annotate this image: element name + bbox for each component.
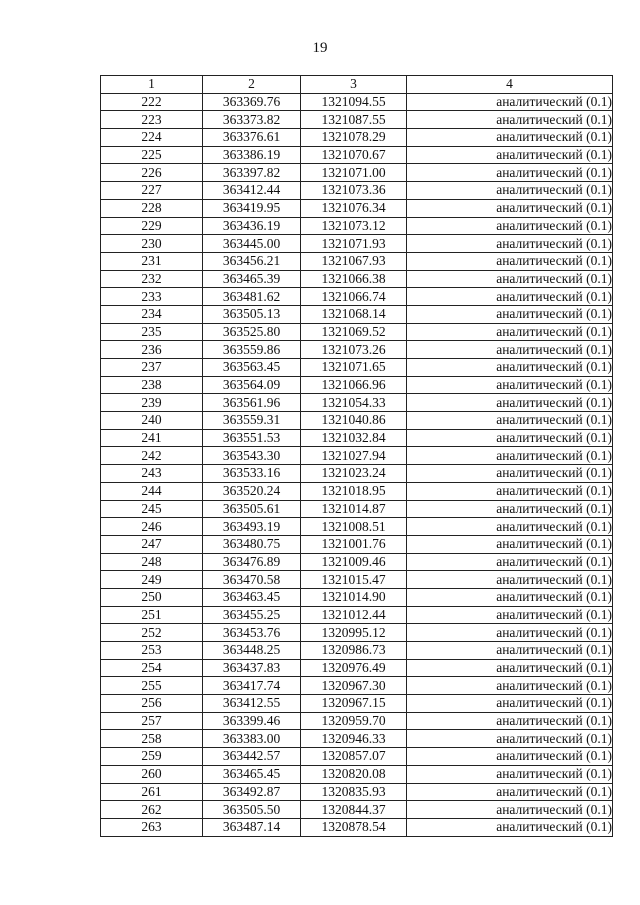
- table-row: [101, 111, 613, 129]
- table-row: [101, 323, 613, 341]
- table-row: [101, 394, 613, 412]
- x-coordinate-cell: 363376.61: [203, 129, 301, 147]
- y-coordinate-cell: 1321073.36: [301, 182, 407, 200]
- table-row: [101, 695, 613, 713]
- y-coordinate-cell: 1321009.46: [301, 553, 407, 571]
- method-cell: аналитический (0.1): [407, 588, 613, 606]
- y-coordinate-cell: 1321071.65: [301, 359, 407, 377]
- point-number-cell: 250: [101, 588, 203, 606]
- y-coordinate-cell: 1321067.93: [301, 252, 407, 270]
- point-number-cell: 233: [101, 288, 203, 306]
- x-coordinate-cell: 363437.83: [203, 659, 301, 677]
- table-row: [101, 93, 613, 111]
- point-number-cell: 257: [101, 712, 203, 730]
- y-coordinate-cell: 1321068.14: [301, 305, 407, 323]
- method-cell: аналитический (0.1): [407, 818, 613, 836]
- y-coordinate-cell: 1320878.54: [301, 818, 407, 836]
- method-cell: аналитический (0.1): [407, 606, 613, 624]
- table-row: [101, 801, 613, 819]
- point-number-cell: 245: [101, 500, 203, 518]
- table-row: [101, 500, 613, 518]
- x-coordinate-cell: 363470.58: [203, 571, 301, 589]
- method-cell: аналитический (0.1): [407, 642, 613, 660]
- x-coordinate-cell: 363436.19: [203, 217, 301, 235]
- point-number-cell: 259: [101, 748, 203, 766]
- method-cell: аналитический (0.1): [407, 129, 613, 147]
- table-row: [101, 571, 613, 589]
- method-cell: аналитический (0.1): [407, 412, 613, 430]
- y-coordinate-cell: 1320986.73: [301, 642, 407, 660]
- point-number-cell: 223: [101, 111, 203, 129]
- point-number-cell: 244: [101, 482, 203, 500]
- point-number-cell: 236: [101, 341, 203, 359]
- point-number-cell: 229: [101, 217, 203, 235]
- point-number-cell: 243: [101, 465, 203, 483]
- table-row: [101, 129, 613, 147]
- x-coordinate-cell: 363412.55: [203, 695, 301, 713]
- x-coordinate-cell: 363453.76: [203, 624, 301, 642]
- method-cell: аналитический (0.1): [407, 146, 613, 164]
- y-coordinate-cell: 1321071.00: [301, 164, 407, 182]
- method-cell: аналитический (0.1): [407, 535, 613, 553]
- point-number-cell: 234: [101, 305, 203, 323]
- method-cell: аналитический (0.1): [407, 500, 613, 518]
- point-number-cell: 261: [101, 783, 203, 801]
- column-header-y: 3: [301, 76, 407, 94]
- method-cell: аналитический (0.1): [407, 730, 613, 748]
- x-coordinate-cell: 363399.46: [203, 712, 301, 730]
- x-coordinate-cell: 363417.74: [203, 677, 301, 695]
- table-row: [101, 659, 613, 677]
- table-row: [101, 818, 613, 836]
- table-row: [101, 535, 613, 553]
- x-coordinate-cell: 363456.21: [203, 252, 301, 270]
- table-row: [101, 465, 613, 483]
- point-number-cell: 241: [101, 429, 203, 447]
- column-header-method: 4: [407, 76, 613, 94]
- x-coordinate-cell: 363397.82: [203, 164, 301, 182]
- method-cell: аналитический (0.1): [407, 323, 613, 341]
- point-number-cell: 247: [101, 535, 203, 553]
- point-number-cell: 237: [101, 359, 203, 377]
- method-cell: аналитический (0.1): [407, 359, 613, 377]
- y-coordinate-cell: 1321066.96: [301, 376, 407, 394]
- table-row: [101, 588, 613, 606]
- table-row: [101, 783, 613, 801]
- table-row: [101, 252, 613, 270]
- point-number-cell: 222: [101, 93, 203, 111]
- x-coordinate-cell: 363559.86: [203, 341, 301, 359]
- point-number-cell: 226: [101, 164, 203, 182]
- method-cell: аналитический (0.1): [407, 376, 613, 394]
- y-coordinate-cell: 1320946.33: [301, 730, 407, 748]
- table-row: [101, 146, 613, 164]
- y-coordinate-cell: 1321094.55: [301, 93, 407, 111]
- column-header-number: 1: [101, 76, 203, 94]
- x-coordinate-cell: 363383.00: [203, 730, 301, 748]
- method-cell: аналитический (0.1): [407, 394, 613, 412]
- method-cell: аналитический (0.1): [407, 553, 613, 571]
- x-coordinate-cell: 363505.13: [203, 305, 301, 323]
- method-cell: аналитический (0.1): [407, 182, 613, 200]
- x-coordinate-cell: 363551.53: [203, 429, 301, 447]
- y-coordinate-cell: 1321066.74: [301, 288, 407, 306]
- y-coordinate-cell: 1321012.44: [301, 606, 407, 624]
- y-coordinate-cell: 1320976.49: [301, 659, 407, 677]
- method-cell: аналитический (0.1): [407, 465, 613, 483]
- point-number-cell: 239: [101, 394, 203, 412]
- y-coordinate-cell: 1321070.67: [301, 146, 407, 164]
- y-coordinate-cell: 1321054.33: [301, 394, 407, 412]
- point-number-cell: 252: [101, 624, 203, 642]
- x-coordinate-cell: 363386.19: [203, 146, 301, 164]
- x-coordinate-cell: 363476.89: [203, 553, 301, 571]
- y-coordinate-cell: 1321023.24: [301, 465, 407, 483]
- x-coordinate-cell: 363505.50: [203, 801, 301, 819]
- point-number-cell: 240: [101, 412, 203, 430]
- table-row: [101, 182, 613, 200]
- table-row: [101, 288, 613, 306]
- table-row: [101, 553, 613, 571]
- point-number-cell: 230: [101, 235, 203, 253]
- x-coordinate-cell: 363419.95: [203, 199, 301, 217]
- y-coordinate-cell: 1320967.15: [301, 695, 407, 713]
- point-number-cell: 228: [101, 199, 203, 217]
- table-row: [101, 624, 613, 642]
- table-row: [101, 359, 613, 377]
- x-coordinate-cell: 363373.82: [203, 111, 301, 129]
- y-coordinate-cell: 1320995.12: [301, 624, 407, 642]
- table-row: [101, 765, 613, 783]
- method-cell: аналитический (0.1): [407, 624, 613, 642]
- point-number-cell: 258: [101, 730, 203, 748]
- point-number-cell: 256: [101, 695, 203, 713]
- y-coordinate-cell: 1321015.47: [301, 571, 407, 589]
- method-cell: аналитический (0.1): [407, 270, 613, 288]
- y-coordinate-cell: 1320844.37: [301, 801, 407, 819]
- table-row: [101, 677, 613, 695]
- column-header-x: 2: [203, 76, 301, 94]
- x-coordinate-cell: 363369.76: [203, 93, 301, 111]
- y-coordinate-cell: 1320959.70: [301, 712, 407, 730]
- y-coordinate-cell: 1320835.93: [301, 783, 407, 801]
- method-cell: аналитический (0.1): [407, 429, 613, 447]
- table-row: [101, 235, 613, 253]
- x-coordinate-cell: 363445.00: [203, 235, 301, 253]
- point-number-cell: 235: [101, 323, 203, 341]
- x-coordinate-cell: 363463.45: [203, 588, 301, 606]
- y-coordinate-cell: 1321078.29: [301, 129, 407, 147]
- point-number-cell: 232: [101, 270, 203, 288]
- method-cell: аналитический (0.1): [407, 252, 613, 270]
- point-number-cell: 242: [101, 447, 203, 465]
- y-coordinate-cell: 1321040.86: [301, 412, 407, 430]
- table-row: [101, 164, 613, 182]
- x-coordinate-cell: 363487.14: [203, 818, 301, 836]
- page-number: 19: [312, 40, 328, 56]
- x-coordinate-cell: 363455.25: [203, 606, 301, 624]
- method-cell: аналитический (0.1): [407, 482, 613, 500]
- y-coordinate-cell: 1321014.87: [301, 500, 407, 518]
- method-cell: аналитический (0.1): [407, 93, 613, 111]
- method-cell: аналитический (0.1): [407, 712, 613, 730]
- table-row: [101, 748, 613, 766]
- y-coordinate-cell: 1321032.84: [301, 429, 407, 447]
- method-cell: аналитический (0.1): [407, 341, 613, 359]
- method-cell: аналитический (0.1): [407, 677, 613, 695]
- point-number-cell: 251: [101, 606, 203, 624]
- x-coordinate-cell: 363492.87: [203, 783, 301, 801]
- table-row: [101, 447, 613, 465]
- table-body: [101, 93, 613, 836]
- point-number-cell: 231: [101, 252, 203, 270]
- x-coordinate-cell: 363505.61: [203, 500, 301, 518]
- point-number-cell: 248: [101, 553, 203, 571]
- y-coordinate-cell: 1320820.08: [301, 765, 407, 783]
- point-number-cell: 262: [101, 801, 203, 819]
- x-coordinate-cell: 363561.96: [203, 394, 301, 412]
- y-coordinate-cell: 1321076.34: [301, 199, 407, 217]
- x-coordinate-cell: 363520.24: [203, 482, 301, 500]
- point-number-cell: 255: [101, 677, 203, 695]
- x-coordinate-cell: 363480.75: [203, 535, 301, 553]
- method-cell: аналитический (0.1): [407, 164, 613, 182]
- method-cell: аналитический (0.1): [407, 571, 613, 589]
- point-number-cell: 253: [101, 642, 203, 660]
- point-number-cell: 260: [101, 765, 203, 783]
- table-row: [101, 199, 613, 217]
- method-cell: аналитический (0.1): [407, 765, 613, 783]
- x-coordinate-cell: 363525.80: [203, 323, 301, 341]
- point-number-cell: 224: [101, 129, 203, 147]
- method-cell: аналитический (0.1): [407, 111, 613, 129]
- method-cell: аналитический (0.1): [407, 199, 613, 217]
- method-cell: аналитический (0.1): [407, 695, 613, 713]
- x-coordinate-cell: 363543.30: [203, 447, 301, 465]
- table-row: [101, 642, 613, 660]
- point-number-cell: 238: [101, 376, 203, 394]
- y-coordinate-cell: 1321008.51: [301, 518, 407, 536]
- y-coordinate-cell: 1320857.07: [301, 748, 407, 766]
- table-row: [101, 341, 613, 359]
- point-number-cell: 263: [101, 818, 203, 836]
- table-row: [101, 270, 613, 288]
- y-coordinate-cell: 1321073.26: [301, 341, 407, 359]
- x-coordinate-cell: 363448.25: [203, 642, 301, 660]
- method-cell: аналитический (0.1): [407, 305, 613, 323]
- y-coordinate-cell: 1321071.93: [301, 235, 407, 253]
- table-row: [101, 606, 613, 624]
- y-coordinate-cell: 1321087.55: [301, 111, 407, 129]
- x-coordinate-cell: 363442.57: [203, 748, 301, 766]
- x-coordinate-cell: 363493.19: [203, 518, 301, 536]
- x-coordinate-cell: 363559.31: [203, 412, 301, 430]
- x-coordinate-cell: 363564.09: [203, 376, 301, 394]
- method-cell: аналитический (0.1): [407, 288, 613, 306]
- table-row: [101, 518, 613, 536]
- method-cell: аналитический (0.1): [407, 447, 613, 465]
- x-coordinate-cell: 363533.16: [203, 465, 301, 483]
- method-cell: аналитический (0.1): [407, 659, 613, 677]
- y-coordinate-cell: 1321027.94: [301, 447, 407, 465]
- x-coordinate-cell: 363465.45: [203, 765, 301, 783]
- table-row: [101, 712, 613, 730]
- table-header-row: [101, 76, 613, 94]
- x-coordinate-cell: 363563.45: [203, 359, 301, 377]
- y-coordinate-cell: 1320967.30: [301, 677, 407, 695]
- point-number-cell: 227: [101, 182, 203, 200]
- x-coordinate-cell: 363465.39: [203, 270, 301, 288]
- table-row: [101, 376, 613, 394]
- point-number-cell: 249: [101, 571, 203, 589]
- point-number-cell: 246: [101, 518, 203, 536]
- method-cell: аналитический (0.1): [407, 235, 613, 253]
- table-row: [101, 429, 613, 447]
- table-row: [101, 730, 613, 748]
- table-row: [101, 217, 613, 235]
- method-cell: аналитический (0.1): [407, 748, 613, 766]
- table-row: [101, 412, 613, 430]
- table-row: [101, 482, 613, 500]
- method-cell: аналитический (0.1): [407, 217, 613, 235]
- x-coordinate-cell: 363412.44: [203, 182, 301, 200]
- y-coordinate-cell: 1321014.90: [301, 588, 407, 606]
- y-coordinate-cell: 1321069.52: [301, 323, 407, 341]
- method-cell: аналитический (0.1): [407, 801, 613, 819]
- y-coordinate-cell: 1321073.12: [301, 217, 407, 235]
- point-number-cell: 254: [101, 659, 203, 677]
- table-row: [101, 305, 613, 323]
- y-coordinate-cell: 1321066.38: [301, 270, 407, 288]
- y-coordinate-cell: 1321001.76: [301, 535, 407, 553]
- coordinates-table: [100, 75, 613, 837]
- method-cell: аналитический (0.1): [407, 518, 613, 536]
- x-coordinate-cell: 363481.62: [203, 288, 301, 306]
- method-cell: аналитический (0.1): [407, 783, 613, 801]
- point-number-cell: 225: [101, 146, 203, 164]
- y-coordinate-cell: 1321018.95: [301, 482, 407, 500]
